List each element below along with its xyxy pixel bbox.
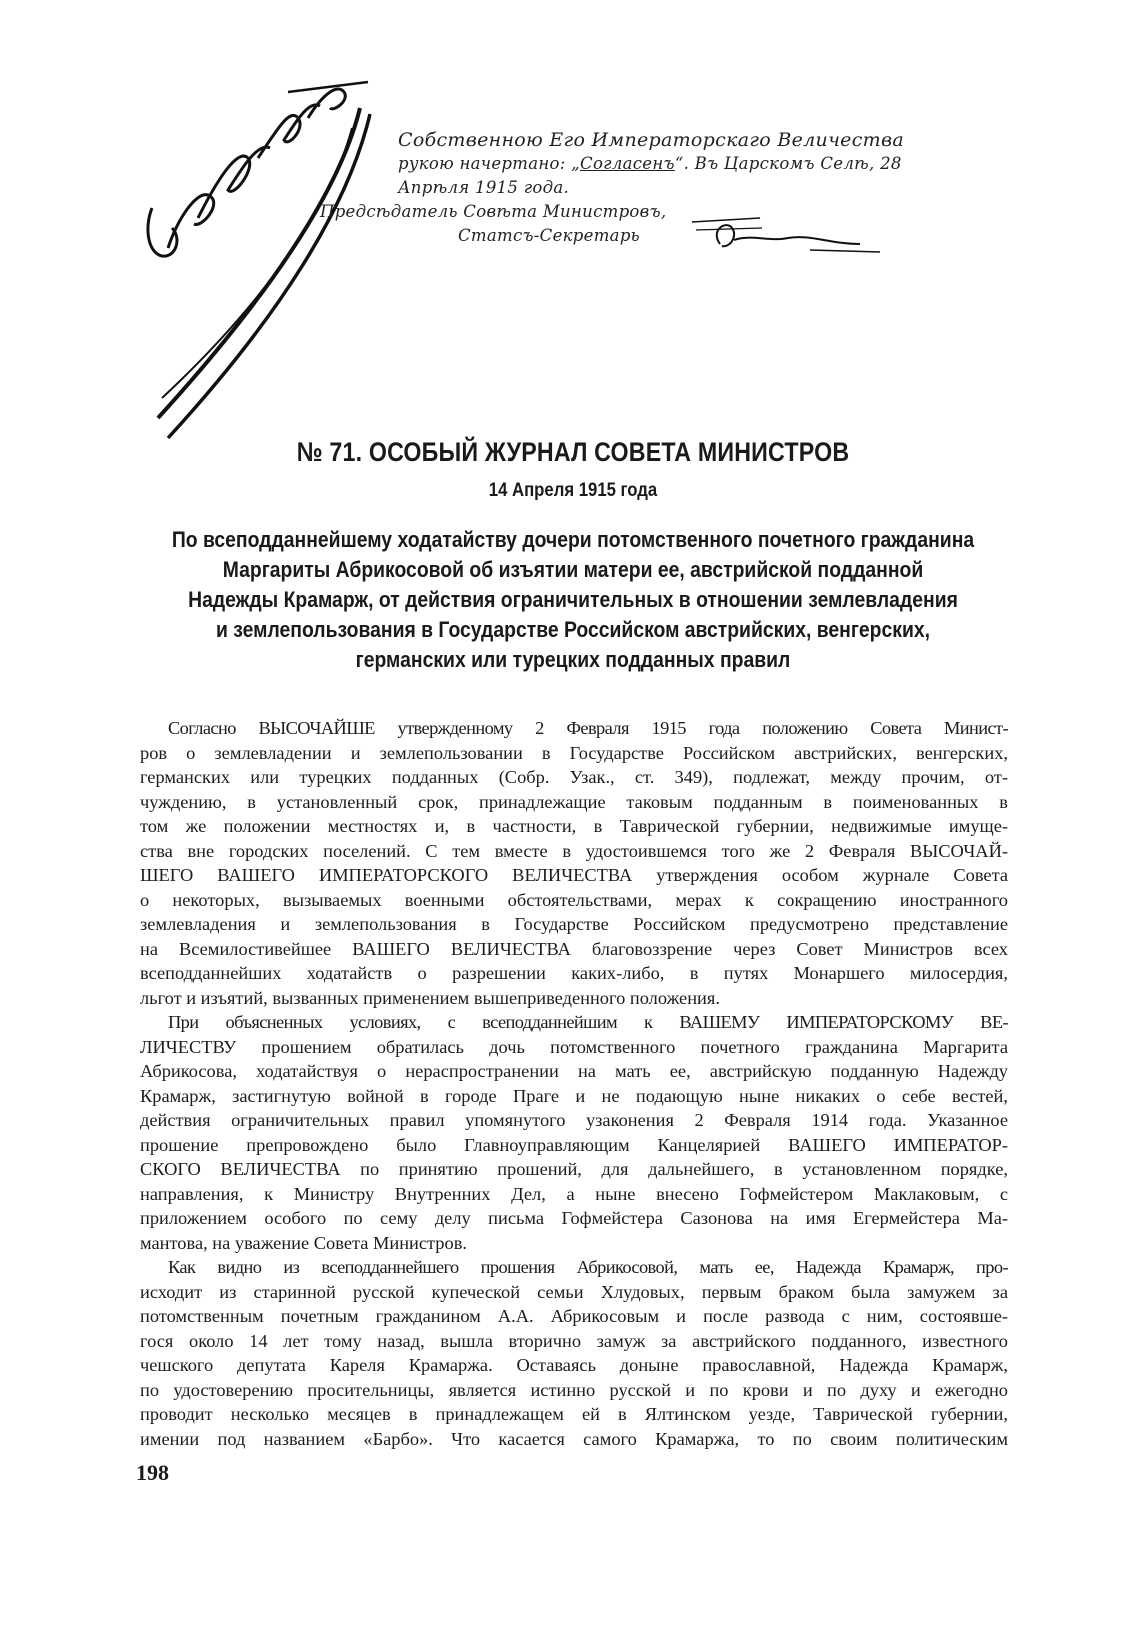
body-line: Крамарж, застигнутую войной в городе Праге и не подающую ныне никаких о себе вестей,	[140, 1085, 1008, 1106]
body-line: ров о землевладении и землепользовании в Государстве Российском австрийских, венгерских,	[140, 742, 1008, 763]
body-line: гося около 14 лет тому назад, вышла вторично замуж за австрийского подданного, известного	[140, 1330, 1008, 1351]
body-line: чуждению, в установленный срок, принадлежащие таковым подданным в поименованных в	[140, 791, 1008, 812]
subject-line: Маргариты Абрикосовой об изъятии матери ее, австрийской подданной	[222, 557, 924, 582]
subject-line: По всеподданнейшему ходатайству дочери потомственного почетного гражданина	[171, 527, 975, 552]
body-line: ЛИЧЕСТВУ прошением обратилась дочь потомственного почетного гражданина Маргарита	[140, 1036, 1008, 1057]
body-line: При объясненных условиях, с всеподданнейшим к ВАШЕМУ ИМПЕРАТОРСКОМУ ВЕ-	[168, 1012, 1008, 1032]
body-line: приложением особого по сему делу письма Гофмейстера Сазонова на имя Егермейстера Ма-	[140, 1208, 1008, 1228]
body-line: германских или турецких подданных (Собр. Узак., ст. 349), подлежат, между прочим, от-	[140, 767, 1008, 787]
note-line-3: Апрѣля 1915 года.	[398, 178, 570, 197]
body-line: том же положении местностях и, в частности, в Таврической губернии, недвижимые имуще-	[140, 816, 1008, 836]
body-line: ства вне городских поселений. С тем вместе в удостоившемся того же 2 Февраля ВЫСОЧАЙ-	[140, 840, 1008, 861]
body-line: чешского депутата Кареля Крамаржа. Оставаясь доныне православной, Надежда Крамарж,	[140, 1355, 1008, 1375]
body-line: СКОГО ВЕЛИЧЕСТВА по принятию прошений, для дальнейшего, в установленном порядке,	[140, 1159, 1008, 1179]
body-line: Согласно ВЫСОЧАЙШЕ утвержденному 2 Февраля 1915 года положению Совета Минист-	[168, 718, 1008, 738]
body-line: Как видно из всеподданнейшего прошения Абрикосовой, мать ее, Надежда Крамарж, про-	[168, 1257, 1008, 1277]
body-line: о некоторых, вызываемых военными обстоятельствами, мерах к сокращению иностранного	[140, 889, 1008, 910]
note-line-4: Предсѣдатель Совѣта Министровъ,	[320, 202, 667, 221]
body-line: льгот и изъятий, вызванных применением вышеприведенного положения.	[140, 987, 720, 1008]
body-line: всеподданнейших ходатайств о разрешении каких-либо, в путях Монаршего милосердия,	[140, 963, 1008, 983]
note-line-2: рукою начертано: „Согласенъ“. Въ Царскомъ Селѣ, 28	[398, 154, 902, 173]
page-number: 198	[136, 1460, 169, 1485]
body-line: исходит из старинной русской купеческой семьи Хлудовых, первым браком была замужем за	[140, 1281, 1008, 1302]
document-date: 14 Апреля 1915 года	[488, 480, 658, 501]
body-line: потомственным почетным гражданином А.А. Абрикосовым и после развода с ним, состоявше-	[140, 1306, 1008, 1326]
chairman-signature-image	[690, 200, 890, 260]
body-line: действия ограничительных правил упомянутого узаконения 2 Февраля 1914 года. Указанное	[140, 1110, 1008, 1130]
body-line: проводит несколько месяцев в принадлежащем ей в Ялтинском уезде, Таврической губернии,	[140, 1404, 1008, 1424]
document-body	[140, 716, 1008, 1451]
body-line: прошение препровождено было Главноуправляющим Канцелярией ВАШЕГО ИМПЕРАТОР-	[140, 1134, 1008, 1155]
body-line: ШЕГО ВАШЕГО ИМПЕРАТОРСКОГО ВЕЛИЧЕСТВА утверждения особом журнале Совета	[140, 865, 1008, 885]
subject-line: Надежды Крамарж, от действия ограничительных в отношении землевладения	[188, 587, 958, 612]
document-subject	[110, 525, 1036, 675]
subject-line: и землепользования в Государстве Российском австрийских, венгерских,	[215, 617, 931, 642]
body-line: землевладения и землепользования в Государстве Российском предусмотрено представление	[140, 914, 1008, 934]
body-line: направления, к Министру Внутренних Дел, а ныне внесено Гофмейстером Маклаковым, с	[140, 1183, 1008, 1204]
note-line-5: Статсъ-Секретарь	[458, 226, 640, 245]
handwritten-resolution-area	[0, 0, 1146, 450]
body-line: на Всемилостивейшее ВАШЕГО ВЕЛИЧЕСТВА благовоззрение через Совет Министров всех	[140, 938, 1008, 959]
note-line-1: Собственною Его Императорскаго Величества	[398, 129, 904, 151]
body-line: имении под названием «Барбо». Что касается самого Крамаржа, то по своим политическим	[140, 1428, 1008, 1449]
body-line: по удостоверению просительницы, является истинно русской и по крови и по духу и ежегодно	[140, 1379, 1008, 1400]
body-line: мантова, на уважение Совета Министров.	[140, 1232, 467, 1253]
document-title: № 71. ОСОБЫЙ ЖУРНАЛ СОВЕТА МИНИСТРОВ	[296, 437, 850, 467]
subject-line: германских или турецких подданных правил	[355, 647, 791, 672]
body-line: Абрикосова, ходатайствуя о нераспространении на мать ее, австрийскую подданную Надежду	[140, 1061, 1008, 1081]
